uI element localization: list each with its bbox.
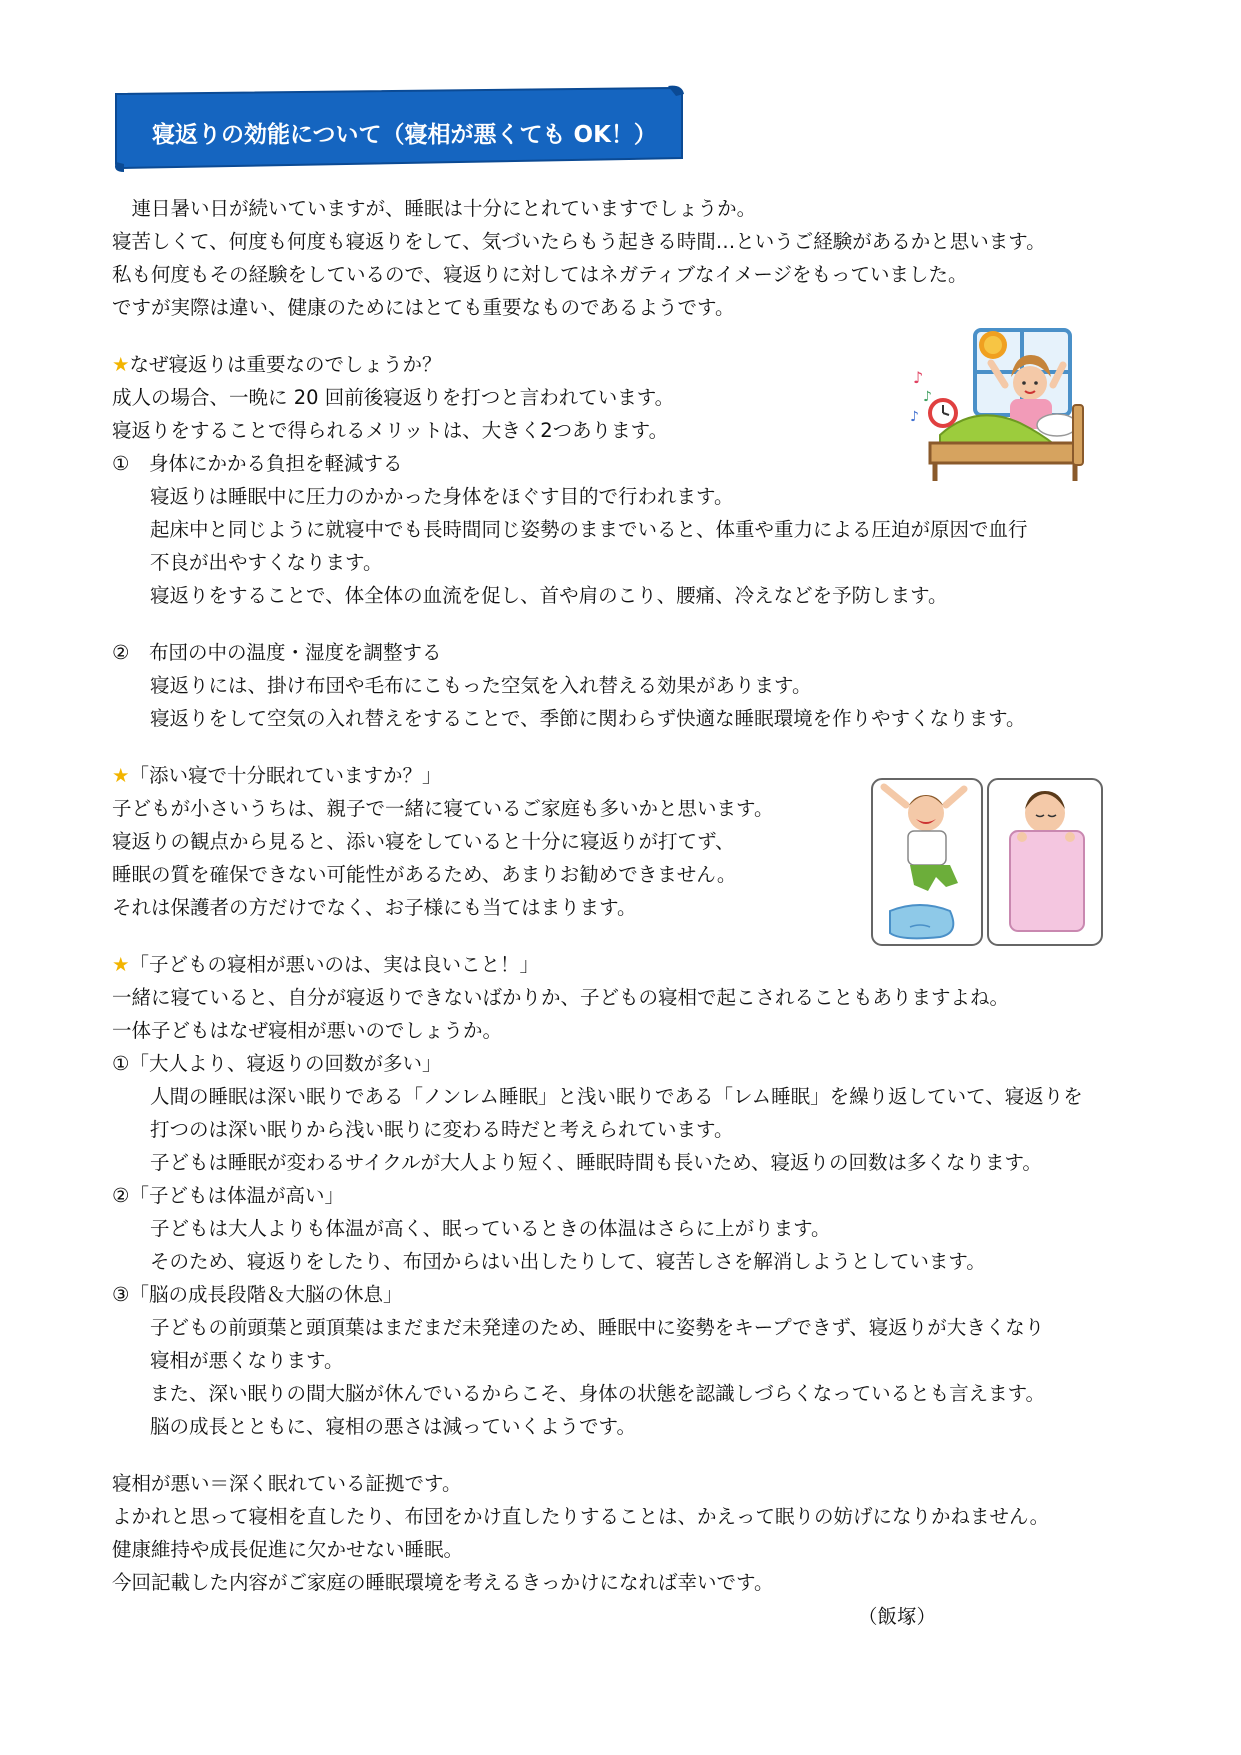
intro-line: 私も何度もその経験をしているので、寝返りに対してはネガティブなイメージをもっていました。 xyxy=(112,263,968,286)
intro-line: 連日暑い日が続いていますが、睡眠は十分にとれていますでしょうか。 xyxy=(112,197,757,220)
section1-line: 成人の場合、一晩に 20 回前後寝返りを打つと言われています。 xyxy=(112,386,675,409)
section1-item1-title: ① 身体にかかる負担を軽減する xyxy=(112,452,403,475)
section3-item2-line: 子どもは大人よりも体温が高く、眠っているときの体温はさらに上がります。 xyxy=(150,1217,831,1240)
star-icon: ★ xyxy=(112,353,130,376)
sleeping-kids-illustration xyxy=(870,777,1106,959)
star-icon: ★ xyxy=(112,764,130,787)
section1-item2-line: 寝返りをして空気の入れ替えをすることで、季節に関わらず快適な睡眠環境を作りやすくなります。 xyxy=(150,707,1026,730)
title-banner xyxy=(112,84,690,186)
section3-item3-line: 脳の成長とともに、寝相の悪さは減っていくようです。 xyxy=(150,1415,636,1438)
section3-item3-line: また、深い眠りの間大脳が休んでいるからこそ、身体の状態を認識しづらくなっているとも言えます。 xyxy=(150,1382,1046,1405)
section1-item2-line: 寝返りには、掛け布団や毛布にこもった空気を入れ替える効果があります。 xyxy=(150,674,812,697)
section3-item2-title: ②「子どもは体温が高い」 xyxy=(112,1184,344,1207)
section3-item1-title: ①「大人より、寝返りの回数が多い」 xyxy=(112,1052,442,1075)
section2-line: 寝返りの観点から見ると、添い寝をしていると十分に寝返りが打てず、 xyxy=(112,830,735,853)
intro-line: 寝苦しくて、何度も何度も寝返りをして、気づいたらもう起きる時間…というご経験があるかと思います。 xyxy=(112,230,1046,253)
section2-heading xyxy=(112,759,442,792)
section3-heading xyxy=(112,948,539,981)
closing-line: 寝相が悪い＝深く眠れている証拠です。 xyxy=(112,1472,462,1495)
section2-line: 子どもが小さいうちは、親子で一緒に寝ているご家庭も多いかと思います。 xyxy=(112,797,774,820)
section1-item1-line: 起床中と同じように就寝中でも長時間同じ姿勢のままでいると、体重や重力による圧迫が原因で血行 xyxy=(150,518,1028,541)
section2-line: それは保護者の方だけでなく、お子様にも当てはまります。 xyxy=(112,896,637,919)
section3-item1-line: 人間の睡眠は深い眠りである「ノンレム睡眠」と浅い眠りである「レム睡眠」を繰り返していて、寝返りを xyxy=(150,1085,1083,1108)
section1-heading-text: なぜ寝返りは重要なのでしょうか？ xyxy=(129,353,442,376)
section3-heading-text: 「子どもの寝相が悪いのは、実は良いこと！」 xyxy=(129,953,539,976)
svg-text:♪: ♪ xyxy=(910,409,919,425)
closing-line: 健康維持や成長促進に欠かせない睡眠。 xyxy=(112,1538,464,1561)
section3-item2-line: そのため、寝返りをしたり、布団からはい出したりして、寝苦しさを解消しようとしています。 xyxy=(150,1250,986,1273)
section1-item1-line: 不良が出やすくなります。 xyxy=(150,551,383,574)
section3-item1-line: 打つのは深い眠りから浅い眠りに変わる時だと考えられています。 xyxy=(150,1118,734,1141)
section1-line: 寝返りをすることで得られるメリットは、大きく2つあります。 xyxy=(112,419,669,442)
section3-line: 一緒に寝ていると、自分が寝返りできないばかりか、子どもの寝相で起こされることもありますよね。 xyxy=(112,986,1010,1009)
section1-item2-title: ② 布団の中の温度・湿度を調整する xyxy=(112,641,442,664)
section3-item1-line: 子どもは睡眠が変わるサイクルが大人より短く、睡眠時間も長いため、寝返りの回数は多くなります。 xyxy=(150,1151,1042,1174)
section1-item1-line: 寝返りは睡眠中に圧力のかかった身体をほぐす目的で行われます。 xyxy=(150,485,734,508)
section3-item3-line: 子どもの前頭葉と頭頂葉はまだまだ未発達のため、睡眠中に姿勢をキープできず、寝返りが大きくなり xyxy=(150,1316,1045,1339)
section1-heading xyxy=(112,348,442,381)
closing-line: よかれと思って寝相を直したり、布団をかけ直したりすることは、かえって眠りの妨げになりかねません。 xyxy=(112,1505,1050,1528)
closing-line: 今回記載した内容がご家庭の睡眠環境を考えるきっかけになれば幸いです。 xyxy=(112,1571,774,1594)
star-icon: ★ xyxy=(112,953,130,976)
svg-text:♪: ♪ xyxy=(923,389,932,405)
section1-item1-line: 寝返りをすることで、体全体の血流を促し、首や肩のこり、腰痛、冷えなどを予防します。 xyxy=(150,584,948,607)
section2-line: 睡眠の質を確保できない可能性があるため、あまりお勧めできません。 xyxy=(112,863,737,886)
section2-heading-text: 「添い寝で十分眠れていますか？」 xyxy=(129,764,442,787)
svg-text:♪: ♪ xyxy=(913,368,924,387)
waking-girl-illustration xyxy=(905,325,1090,495)
author-signature: （飯塚） xyxy=(858,1605,937,1628)
section3-item3-title: ③「脳の成長段階＆大脳の休息」 xyxy=(112,1283,403,1306)
intro-line: ですが実際は違い、健康のためにはとても重要なものであるようです。 xyxy=(112,296,735,319)
section3-item3-line: 寝相が悪くなります。 xyxy=(150,1349,344,1372)
section3-line: 一体子どもはなぜ寝相が悪いのでしょうか。 xyxy=(112,1019,503,1042)
page-title: 寝返りの効能について（寝相が悪くても OK！） xyxy=(152,122,657,148)
